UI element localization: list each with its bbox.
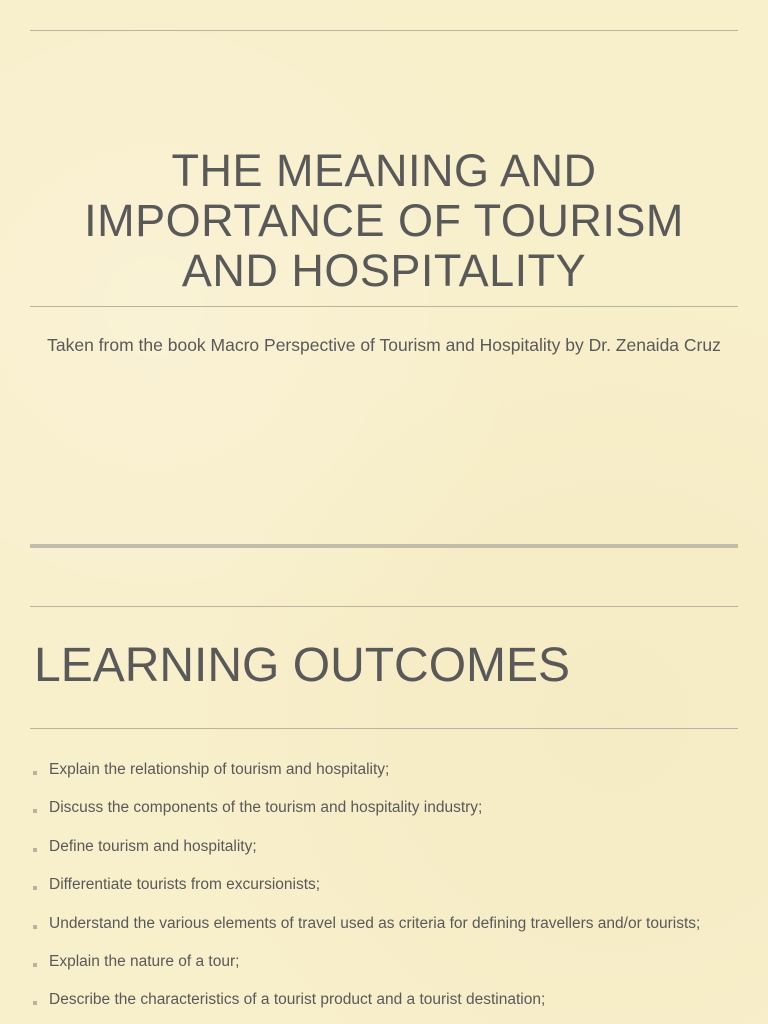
slide-title-line-3: AND HOSPITALITY (181, 245, 587, 296)
bullet-icon (33, 925, 37, 929)
slide-subtitle: Taken from the book Macro Perspective of Tourism and Hospitality by Dr. Zenaida Cruz (47, 335, 721, 355)
outcome-text: Describe the characteristics of a tourist product and a tourist destination; (49, 991, 546, 1009)
outcome-item (30, 949, 738, 987)
outcomes-list (30, 757, 738, 1024)
heading-bottom-divider (30, 728, 738, 729)
top-divider (30, 30, 738, 31)
outcome-item (30, 911, 738, 949)
outcome-text: Explain the relationship of tourism and hospitality; (49, 761, 390, 778)
bullet-icon (33, 886, 37, 890)
outcome-text: Discuss the components of the tourism and hospitality industry; (49, 799, 483, 817)
outcome-text: Define tourism and hospitality; (49, 837, 257, 855)
outcome-item (30, 987, 738, 1024)
outcome-text: Explain the nature of a tour; (49, 952, 240, 970)
outcome-item (30, 757, 738, 795)
slide-separator (30, 544, 738, 548)
bullet-icon (33, 1001, 37, 1005)
bullet-icon (33, 963, 37, 967)
bullet-icon (33, 848, 37, 852)
learning-outcomes-heading: LEARNING OUTCOMES (34, 639, 571, 692)
outcome-text: Differentiate tourists from excursionists; (49, 876, 321, 894)
outcome-item (30, 795, 738, 833)
bullet-icon (33, 771, 37, 775)
slide-title-line-2: IMPORTANCE OF TOURISM (84, 195, 684, 246)
outcome-item (30, 872, 738, 910)
outcome-item (30, 834, 738, 872)
title-divider (30, 306, 738, 307)
bullet-icon (33, 809, 37, 813)
outcome-text: Understand the various elements of travel used as criteria for defining travellers and/or tourists; (49, 914, 701, 932)
heading-top-divider (30, 606, 738, 607)
slide-title-line-1: THE MEANING AND (171, 145, 597, 196)
slide-title (30, 146, 738, 296)
